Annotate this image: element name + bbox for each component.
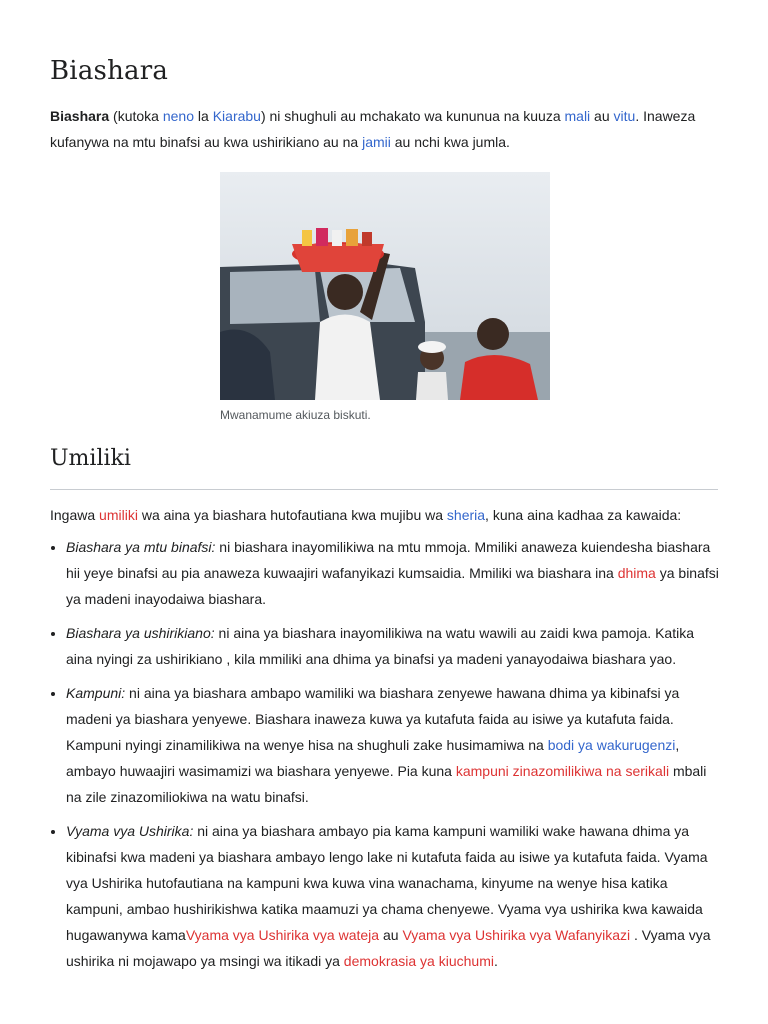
intro-text: wa aina ya biashara hutofautiana kwa mujibu wa [137, 507, 447, 523]
link-ushirika-wafanyikazi[interactable]: Vyama vya Ushirika vya Wafanyikazi [402, 927, 631, 943]
section-divider [50, 489, 718, 490]
article-image[interactable] [220, 172, 550, 400]
figure-caption: Mwanamume akiuza biskuti. [220, 408, 371, 422]
item-text: . [493, 953, 498, 969]
lead-text: . Inaweza kufanywa na mtu binafsi au kwa ushirikiano au na [50, 108, 696, 150]
link-mali[interactable]: mali [564, 108, 591, 124]
lead-term: Biashara [50, 108, 110, 124]
item-term: Biashara ya mtu binafsi: [66, 539, 216, 555]
intro-text: Ingawa [50, 507, 100, 523]
item-text: ya binafsi ya madeni inayodaiwa biashara. [66, 565, 719, 607]
item-text: mbali na zile zinazomiliokiwa na watu binafsi. [66, 763, 707, 805]
intro-text: , kuna aina kadhaa za kawaida: [485, 507, 682, 523]
link-umiliki[interactable]: umiliki [99, 507, 138, 523]
list-item [66, 680, 722, 810]
link-jamii[interactable]: jamii [362, 134, 391, 150]
page-title: Biashara [50, 56, 169, 86]
list-item [66, 534, 722, 612]
item-text: ni aina ya biashara inayomilikiwa na watu wawili au zaidi kwa pamoja. Katika aina nyingi za ushirikiano , kila mmiliki ana dhima ya binafsi ya madeni yanayodaiwa biashara yao. [66, 625, 694, 667]
item-term: Kampuni: [66, 685, 126, 701]
link-sheria[interactable]: sheria [446, 507, 486, 523]
item-text: au [379, 927, 403, 943]
item-term: Vyama vya Ushirika: [66, 823, 194, 839]
list-item [66, 818, 722, 974]
section-intro [50, 502, 718, 528]
list-item [66, 620, 722, 672]
item-text: . Vyama vya ushirika ni mojawapo ya msingi wa itikadi ya [66, 927, 711, 969]
photo-illustration [220, 172, 550, 400]
link-dhima[interactable]: dhima [617, 565, 656, 581]
lead-paragraph [50, 103, 718, 155]
lead-text: au nchi kwa jumla. [390, 134, 510, 150]
link-ushirika-wateja[interactable]: Vyama vya Ushirika vya wateja [185, 927, 380, 943]
link-vitu[interactable]: vitu [613, 108, 636, 124]
item-text: ni biashara inayomilikiwa na mtu mmoja. Mmiliki anaweza kuiendesha biashara hii yeye binafsi au pia anaweza kuwaajiri wafanyikazi kumsaidia. Mmiliki wa biashara ina [66, 539, 711, 581]
item-text: ni aina ya biashara ambayo pia kama kampuni wamiliki wake hawana dhima ya kibinafsi kwa madeni ya biashara ambayo lengo lake ni kutafuta faida au isiwe ya kutafuta faida. Vyama vya Ushirika hutofautiana na kampuni kwa kuwa vina wanachama, kinyume na wenye hisa katika kampuni, ambao hushirikishwa katika maamuzi ya chama chenyewe. Vyama vya ushirika kwa kawaida hugawanywa kama [66, 823, 708, 943]
lead-text: ) ni shughuli au mchakato wa kununua na kuuza [260, 108, 565, 124]
item-term: Biashara ya ushirikiano: [66, 625, 215, 641]
link-neno[interactable]: neno [162, 108, 195, 124]
section-heading: Umiliki [50, 446, 131, 471]
ownership-types-list [50, 534, 722, 982]
lead-text: (kutoka [109, 108, 163, 124]
lead-text: la [194, 108, 213, 124]
link-kampuni-serikali[interactable]: kampuni zinazomilikiwa na serikali [455, 763, 670, 779]
link-demokrasia-kiuchumi[interactable]: demokrasia ya kiuchumi [343, 953, 494, 969]
lead-text: au [590, 108, 614, 124]
link-kiarabu[interactable]: Kiarabu [212, 108, 261, 124]
item-text: ni aina ya biashara ambapo wamiliki wa biashara zenyewe hawana dhima ya kibinafsi ya madeni ya biashara yenyewe. Biashara inaweza kuwa ya kutafuta faida au isiwe ya kutafuta faida. Kampuni nyingi zinamilikiwa na wenye hisa na shughuli zake husimamiwa na [66, 685, 680, 753]
item-text: , ambayo huwaajiri wasimamizi wa biashara yenyewe. Pia kuna [66, 737, 680, 779]
link-bodi-ya-wakurugenzi[interactable]: bodi ya wakurugenzi [547, 737, 676, 753]
